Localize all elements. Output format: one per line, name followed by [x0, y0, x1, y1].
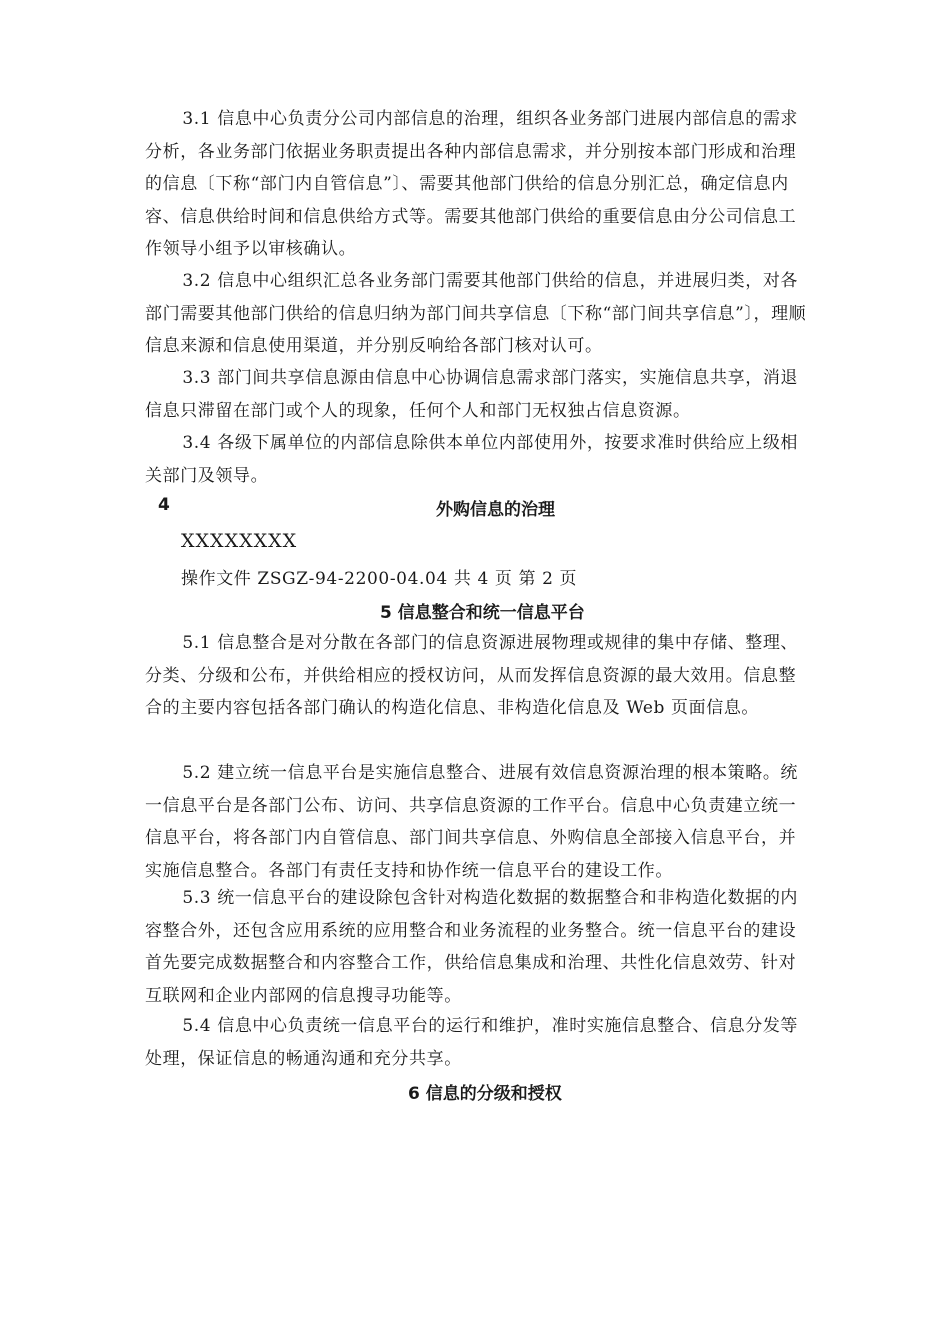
paragraph-3-3: 3.3 部门间共享信息源由信息中心协调信息需求部门落实，实施信息共享，消退信息只滞留在部门或个人的现象，任何个人和部门无权独占信息资源。 — [145, 368, 799, 421]
paragraph-5-2: 5.2 建立统一信息平台是实施信息整合、进展有效信息资源治理的根本策略。统一信息平台是各部门公布、访问、共享信息资源的工作平台。信息中心负责建立统一信息平台，将各部门内自管信息、部门间共享信息、外购信息全部接入信息平台，并实施信息整合。各部门有责任支持和协作统一信息平台的建设工作。 — [145, 763, 799, 881]
section-6-heading: 6 信息的分级和授权 — [408, 1084, 562, 1104]
paragraph-5-4: 5.4 信息中心负责统一信息平台的运行和维护，准时实施信息整合、信息分发等处理，保证信息的畅通沟通和充分共享。 — [145, 1016, 799, 1069]
section-4-number: 4 — [158, 495, 170, 515]
paragraph-3-1: 3.1 信息中心负责分公司内部信息的治理，组织各业务部门进展内部信息的需求分析，各业务部门依据业务职责提出各种内部信息需求，并分别按本部门形成和治理的信息〔下称“部门内自管信息”〕、需要其他部门供给的信息分别汇总，确定信息内容、信息供给时间和信息供给方式等。需要其他部门供给的重要信息由分公司信息工作领导小组予以审核确认。 — [145, 109, 799, 259]
placeholder-text: XXXXXXXX — [181, 530, 298, 552]
section-5-heading: 5 信息整合和统一信息平台 — [380, 603, 585, 623]
paragraph-5-3: 5.3 统一信息平台的建设除包含针对构造化数据的数据整合和非构造化数据的内容整合外，还包含应用系统的应用整合和业务流程的业务整合。统一信息平台的建设首先要完成数据整合和内容整合工作，供给信息集成和治理、共性化信息效劳、针对互联网和企业内部网的信息搜寻功能等。 — [145, 888, 799, 1006]
paragraph-3-2: 3.2 信息中心组织汇总各业务部门需要其他部门供给的信息，并进展归类，对各部门需要其他部门供给的信息归纳为部门间共享信息〔下称“部门间共享信息”〕，理顺信息来源和信息使用渠道，并分别反响给各部门核对认可。 — [145, 271, 807, 356]
paragraph-5-1: 5.1 信息整合是对分散在各部门的信息资源进展物理或规律的集中存储、整理、分类、分级和公布，并供给相应的授权访问，从而发挥信息资源的最大效用。信息整合的主要内容包括各部门确认的构造化信息、非构造化信息及 Web 页面信息。 — [145, 633, 799, 718]
section-4-title: 外购信息的治理 — [436, 500, 555, 520]
paragraph-3-4: 3.4 各级下属单位的内部信息除供本单位内部使用外，按要求准时供给应上级相关部门及领导。 — [145, 433, 799, 486]
document-footer-line: 操作文件 ZSGZ-94-2200-04.04 共 4 页 第 2 页 — [181, 569, 578, 589]
